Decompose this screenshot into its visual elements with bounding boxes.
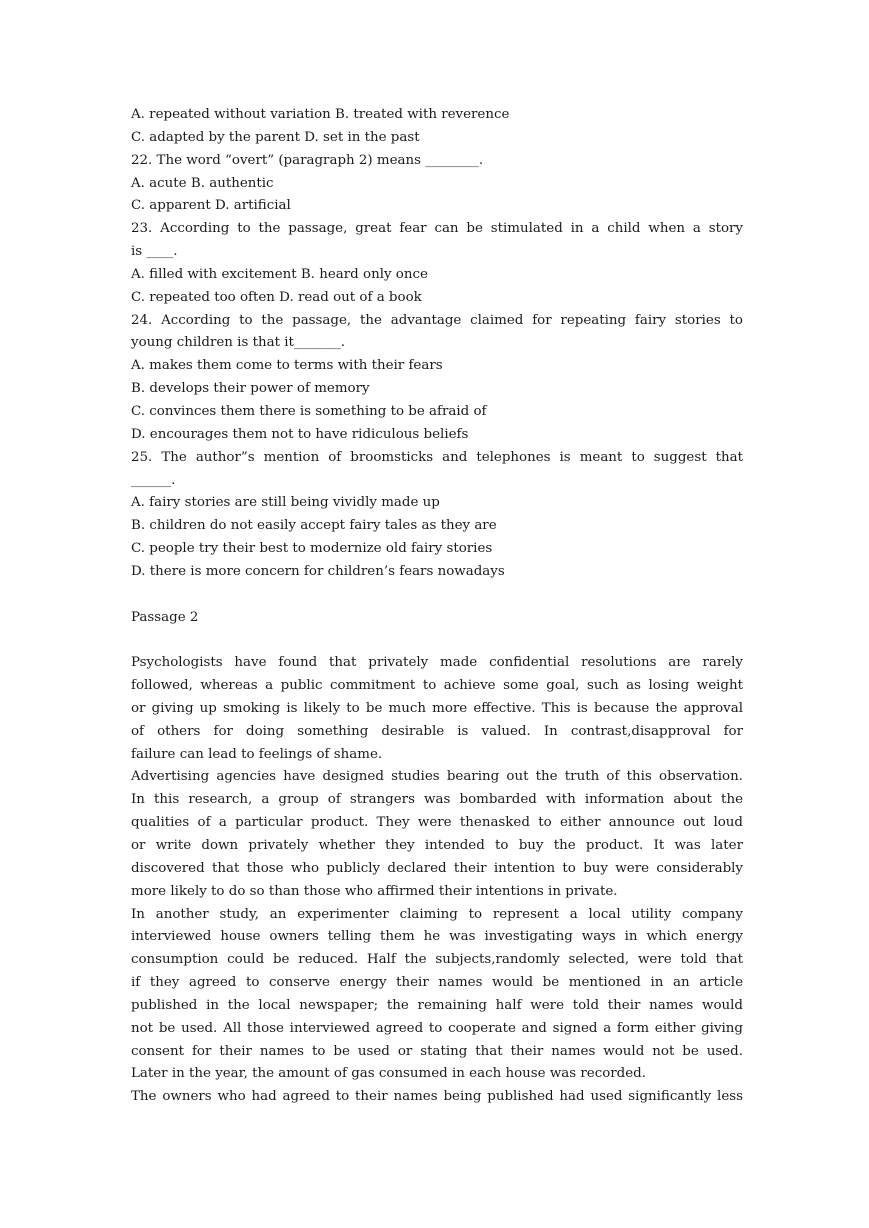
passage-line: Advertising agencies have designed studies bearing out the truth of this observation. (131, 769, 743, 785)
passage-line: followed, whereas a public commitment to achieve some goal, such as losing weight (131, 678, 743, 694)
passage-line: The owners who had agreed to their names being published had used significantly less (131, 1089, 743, 1105)
option-line: A. repeated without variation B. treated with reverence (131, 107, 510, 122)
option-line: A. fairy stories are still being vividly made up (131, 495, 440, 511)
passage-line: or giving up smoking is likely to be much more effective. This is because the approval (131, 700, 743, 716)
question-24: 24. According to the passage, the advantage claimed for repeating fairy stories to (131, 312, 743, 328)
option-line: C. apparent D. artificial (131, 198, 291, 214)
passage-line: failure can lead to feelings of shame. (131, 746, 383, 762)
passage-line: In another study, an experimenter claiming to represent a local utility company (131, 906, 743, 922)
option-line: C. people try their best to modernize old fairy stories (131, 541, 493, 557)
spacer (131, 584, 743, 607)
option-line: B. develops their power of memory (131, 381, 370, 397)
question-25: 25. The author”s mention of broomsticks and telephones is meant to suggest that (131, 449, 743, 465)
option-line: A. acute B. authentic (131, 175, 274, 191)
question-22: 22. The word “overt” (paragraph 2) means ________. (131, 152, 484, 168)
question-24-cont: young children is that it_______. (131, 335, 345, 351)
passage-line: not be used. All those interviewed agreed to cooperate and signed a form either giving (131, 1020, 743, 1036)
option-line: B. children do not easily accept fairy tales as they are (131, 518, 497, 534)
passage-line: consent for their names to be used or stating that their names would not be used. (131, 1043, 743, 1059)
question-25-cont: ______. (131, 472, 176, 488)
passage-line: Later in the year, the amount of gas consumed in each house was recorded. (131, 1066, 647, 1082)
passage-line: if they agreed to conserve energy their names would be mentioned in an article (131, 975, 743, 991)
passage-line: Psychologists have found that privately made confidential resolutions are rarely (131, 655, 743, 671)
passage-line: qualities of a particular product. They were thenasked to either announce out loud (131, 815, 743, 831)
option-line: C. convinces them there is something to be afraid of (131, 403, 487, 419)
passage-line: more likely to do so than those who affirmed their intentions in private. (131, 883, 618, 899)
passage-line: discovered that those who publicly declared their intention to buy were considerably (131, 860, 743, 876)
spacer (131, 629, 743, 652)
question-23-cont: is ____. (131, 244, 178, 260)
option-line: A. makes them come to terms with their fears (131, 358, 443, 374)
option-line: D. encourages them not to have ridiculous beliefs (131, 426, 469, 442)
passage-line: of others for doing something desirable is valued. In contrast,disapproval for (131, 723, 743, 739)
option-line: C. repeated too often D. read out of a book (131, 289, 422, 305)
passage-line: or write down privately whether they intended to buy the product. It was later (131, 838, 743, 853)
passage-line: interviewed house owners telling them he was investigating ways in which energy (131, 929, 743, 945)
option-line: D. there is more concern for children’s fears nowadays (131, 563, 505, 579)
passage-heading: Passage 2 (131, 609, 199, 625)
option-line: C. adapted by the parent D. set in the past (131, 129, 420, 145)
option-line: A. filled with excitement B. heard only once (131, 266, 428, 282)
passage-line: consumption could be reduced. Half the subjects,randomly selected, were told that (131, 952, 743, 968)
passage-body (131, 652, 743, 1109)
passage-line: In this research, a group of strangers was bombarded with information about the (131, 792, 743, 808)
document-page (131, 104, 743, 1109)
questions-section (131, 104, 743, 584)
question-23: 23. According to the passage, great fear can be stimulated in a child when a story (131, 221, 743, 237)
passage-line: published in the local newspaper; the remaining half were told their names would (131, 997, 743, 1013)
